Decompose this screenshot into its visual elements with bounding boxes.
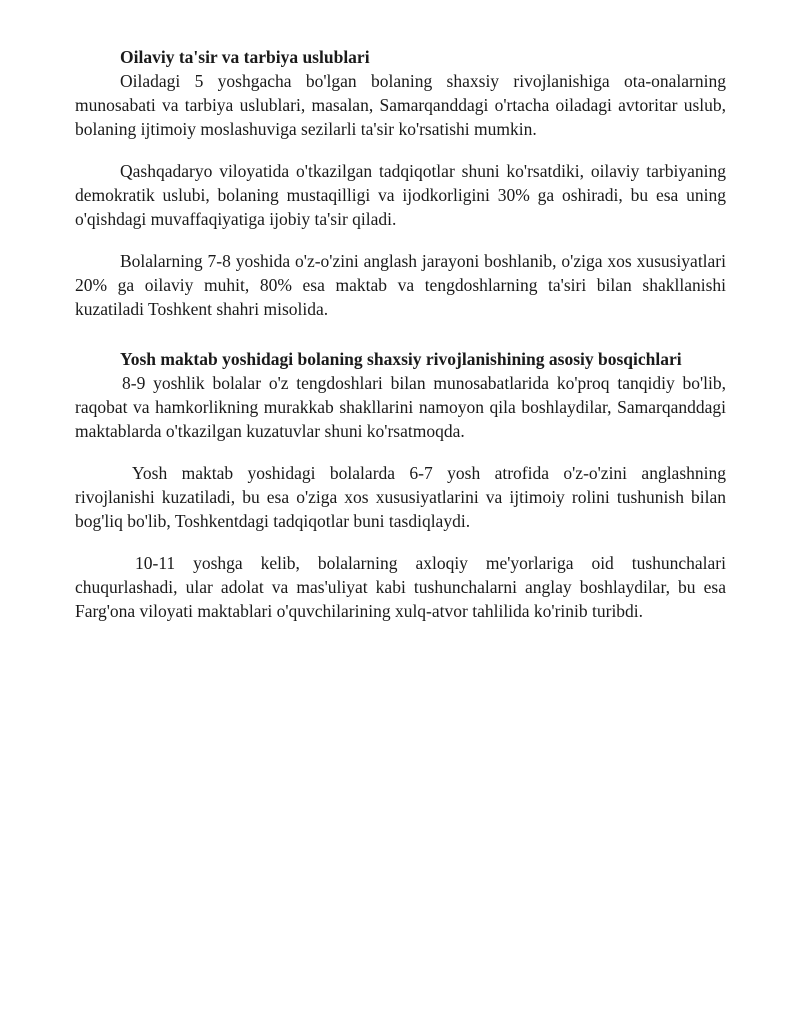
- paragraph-spacer: [75, 443, 726, 461]
- paragraph-spacer: [75, 231, 726, 249]
- paragraph-peer-relations-8-9: 8-9 yoshlik bolalar o'z tengdoshlari bilan munosabatlarida ko'proq tanqidiy bo'lib, raqobat va hamkorlikning murakkab shakllarini namoyon qila boshlaydilar, Samarqanddagi maktablarda o'tkazilgan kuzatuvlar shuni ko'rsatmoqda.: [75, 373, 726, 441]
- paragraph-spacer: [75, 141, 726, 159]
- section-heading-family-influence: Oilaviy ta'sir va tarbiya uslublari: [120, 47, 370, 67]
- document-body: [75, 45, 726, 623]
- paragraph-spacer: [75, 533, 726, 551]
- paragraph-parenting-styles: Oiladagi 5 yoshgacha bo'lgan bolaning shaxsiy rivojlanishiga ota-onalarning munosabati va tarbiya uslublari, masalan, Samarqanddagi o'rtacha oiladagi avtoritar uslub, bolaning ijtimoiy moslashuviga sezilarli ta'sir ko'rsatishi mumkin.: [75, 71, 726, 139]
- paragraph-kashkadarya-study: Qashqadaryo viloyatida o'tkazilgan tadqiqotlar shuni ko'rsatdiki, oilaviy tarbiyaning demokratik uslubi, bolaning mustaqilligi va ijodkorligini 30% ga oshiradi, bu esa uning o'qishdagi muvaffaqiyatiga ijobiy ta'sir qiladi.: [75, 161, 726, 229]
- paragraph-self-awareness-6-7: Yosh maktab yoshidagi bolalarda 6-7 yosh atrofida o'z-o'zini anglashning rivojlanishi kuzatiladi, bu esa o'ziga xos xususiyatlarini va ijtimoiy rolini tushunish bilan bog'liq bo'lib, Toshkentdagi tadqiqotlar buni tasdiqlaydi.: [75, 463, 726, 531]
- paragraph-self-awareness-7-8: Bolalarning 7-8 yoshida o'z-o'zini anglash jarayoni boshlanib, o'ziga xos xususiyatlari 20% ga oilaviy muhit, 80% esa maktab va tengdoshlarning ta'siri bilan shakllanishi kuzatiladi Toshkent shahri misolida.: [75, 251, 726, 319]
- section-heading-development-stages: Yosh maktab yoshidagi bolaning shaxsiy rivojlanishining asosiy bosqichlari: [120, 349, 682, 369]
- paragraph-moral-norms-10-11: 10-11 yoshga kelib, bolalarning axloqiy me'yorlariga oid tushunchalari chuqurlashadi, ular adolat va mas'uliyat kabi tushunchalarni anglay boshlaydilar, bu esa Farg'ona viloyati maktablari o'quvchilarining xulq-atvor tahlilida ko'rinib turibdi.: [75, 553, 726, 621]
- section-spacer: [75, 321, 726, 347]
